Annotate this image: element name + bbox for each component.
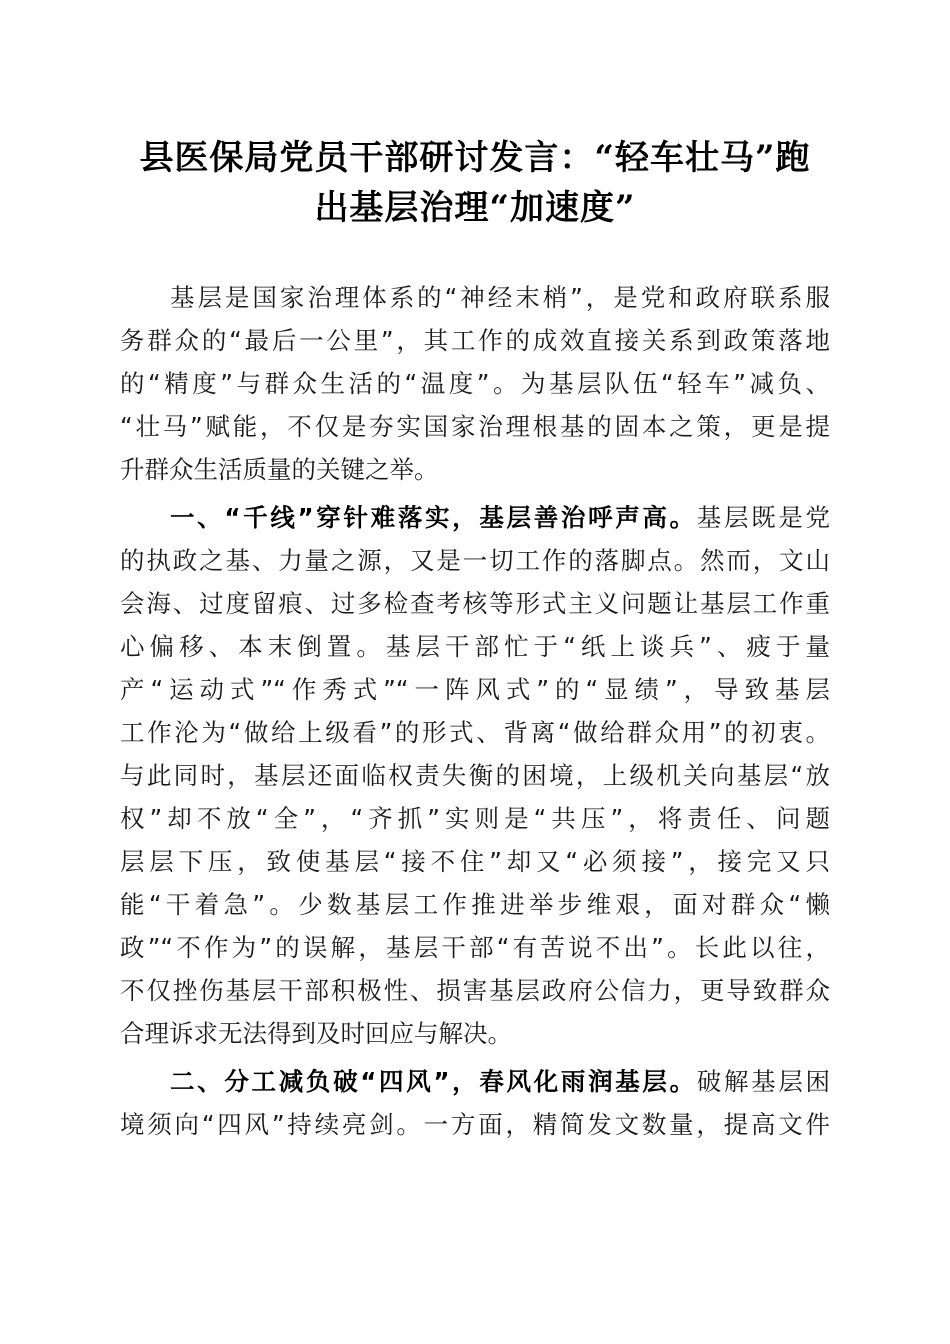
paragraph-2-line-4: 心偏移、本末倒置。基层干部忙于“纸上谈兵”、疲于量: [120, 632, 830, 661]
paragraph-3-line-1-tail: 破解基层困: [696, 1067, 831, 1096]
paragraph-1-line-4: “壮马”赋能，不仅是夯实国家治理根基的固本之策，更是提: [120, 412, 830, 441]
paragraph-3-line-1: [170, 1060, 830, 1104]
document-title-line-1: 县医保局党员干部研讨发言：“轻车壮马”跑: [139, 138, 811, 178]
paragraph-2-line-12: 不仅挫伤基层干部积极性、损害基层政府公信力，更导致群众: [120, 976, 830, 1005]
document-title-line-2: 出基层治理“加速度”: [314, 188, 636, 228]
section-1-heading: 一、“千线”穿针难落实，基层善治呼声高。: [170, 503, 697, 532]
paragraph-1-line-5: 升群众生活质量的关键之举。: [120, 455, 439, 484]
paragraph-1-line-3: 的“精度”与群众生活的“温度”。为基层队伍“轻车”减负、: [120, 369, 830, 398]
paragraph-3-line-2: 境须向“四风”持续亮剑。一方面，精简发文数量，提高文件: [120, 1110, 830, 1139]
paragraph-2-line-9: 层层下压，致使基层“接不住”却又“必须接”，接完又只: [120, 847, 830, 876]
paragraph-1-line-2: 务群众的“最后一公里”，其工作的成效直接关系到政策落地: [120, 326, 830, 355]
section-2-heading: 二、分工减负破“四风”，春风化雨润基层。: [170, 1067, 697, 1096]
paragraph-2-line-8: 权”却不放“全”，“齐抓”实则是“共压”，将责任、问题: [120, 804, 830, 833]
paragraph-2-line-10: 能“干着急”。少数基层工作推进举步维艰，面对群众“懒: [120, 890, 830, 919]
paragraph-2-line-3: 会海、过度留痕、过多检查考核等形式主义问题让基层工作重: [120, 589, 830, 618]
paragraph-2-line-11: 政”“不作为”的误解，基层干部“有苦说不出”。长此以往，: [120, 933, 830, 962]
paragraph-2-line-1-tail: 基层既是党: [696, 503, 831, 532]
paragraph-1-line-1: 基层是国家治理体系的“神经末梢”，是党和政府联系服: [170, 283, 830, 312]
paragraph-2-line-5: 产“运动式”“作秀式”“一阵风式”的“显绩”，导致基层: [120, 675, 830, 704]
paragraph-2-line-2: 的执政之基、力量之源，又是一切工作的落脚点。然而，文山: [120, 546, 830, 575]
paragraph-2-line-6: 工作沦为“做给上级看”的形式、背离“做给群众用”的初衷。: [120, 718, 830, 747]
paragraph-2-line-7: 与此同时，基层还面临权责失衡的困境，上级机关向基层“放: [120, 761, 830, 790]
paragraph-2-line-1: [170, 496, 830, 540]
paragraph-2-line-13: 合理诉求无法得到及时回应与解决。: [120, 1019, 512, 1048]
